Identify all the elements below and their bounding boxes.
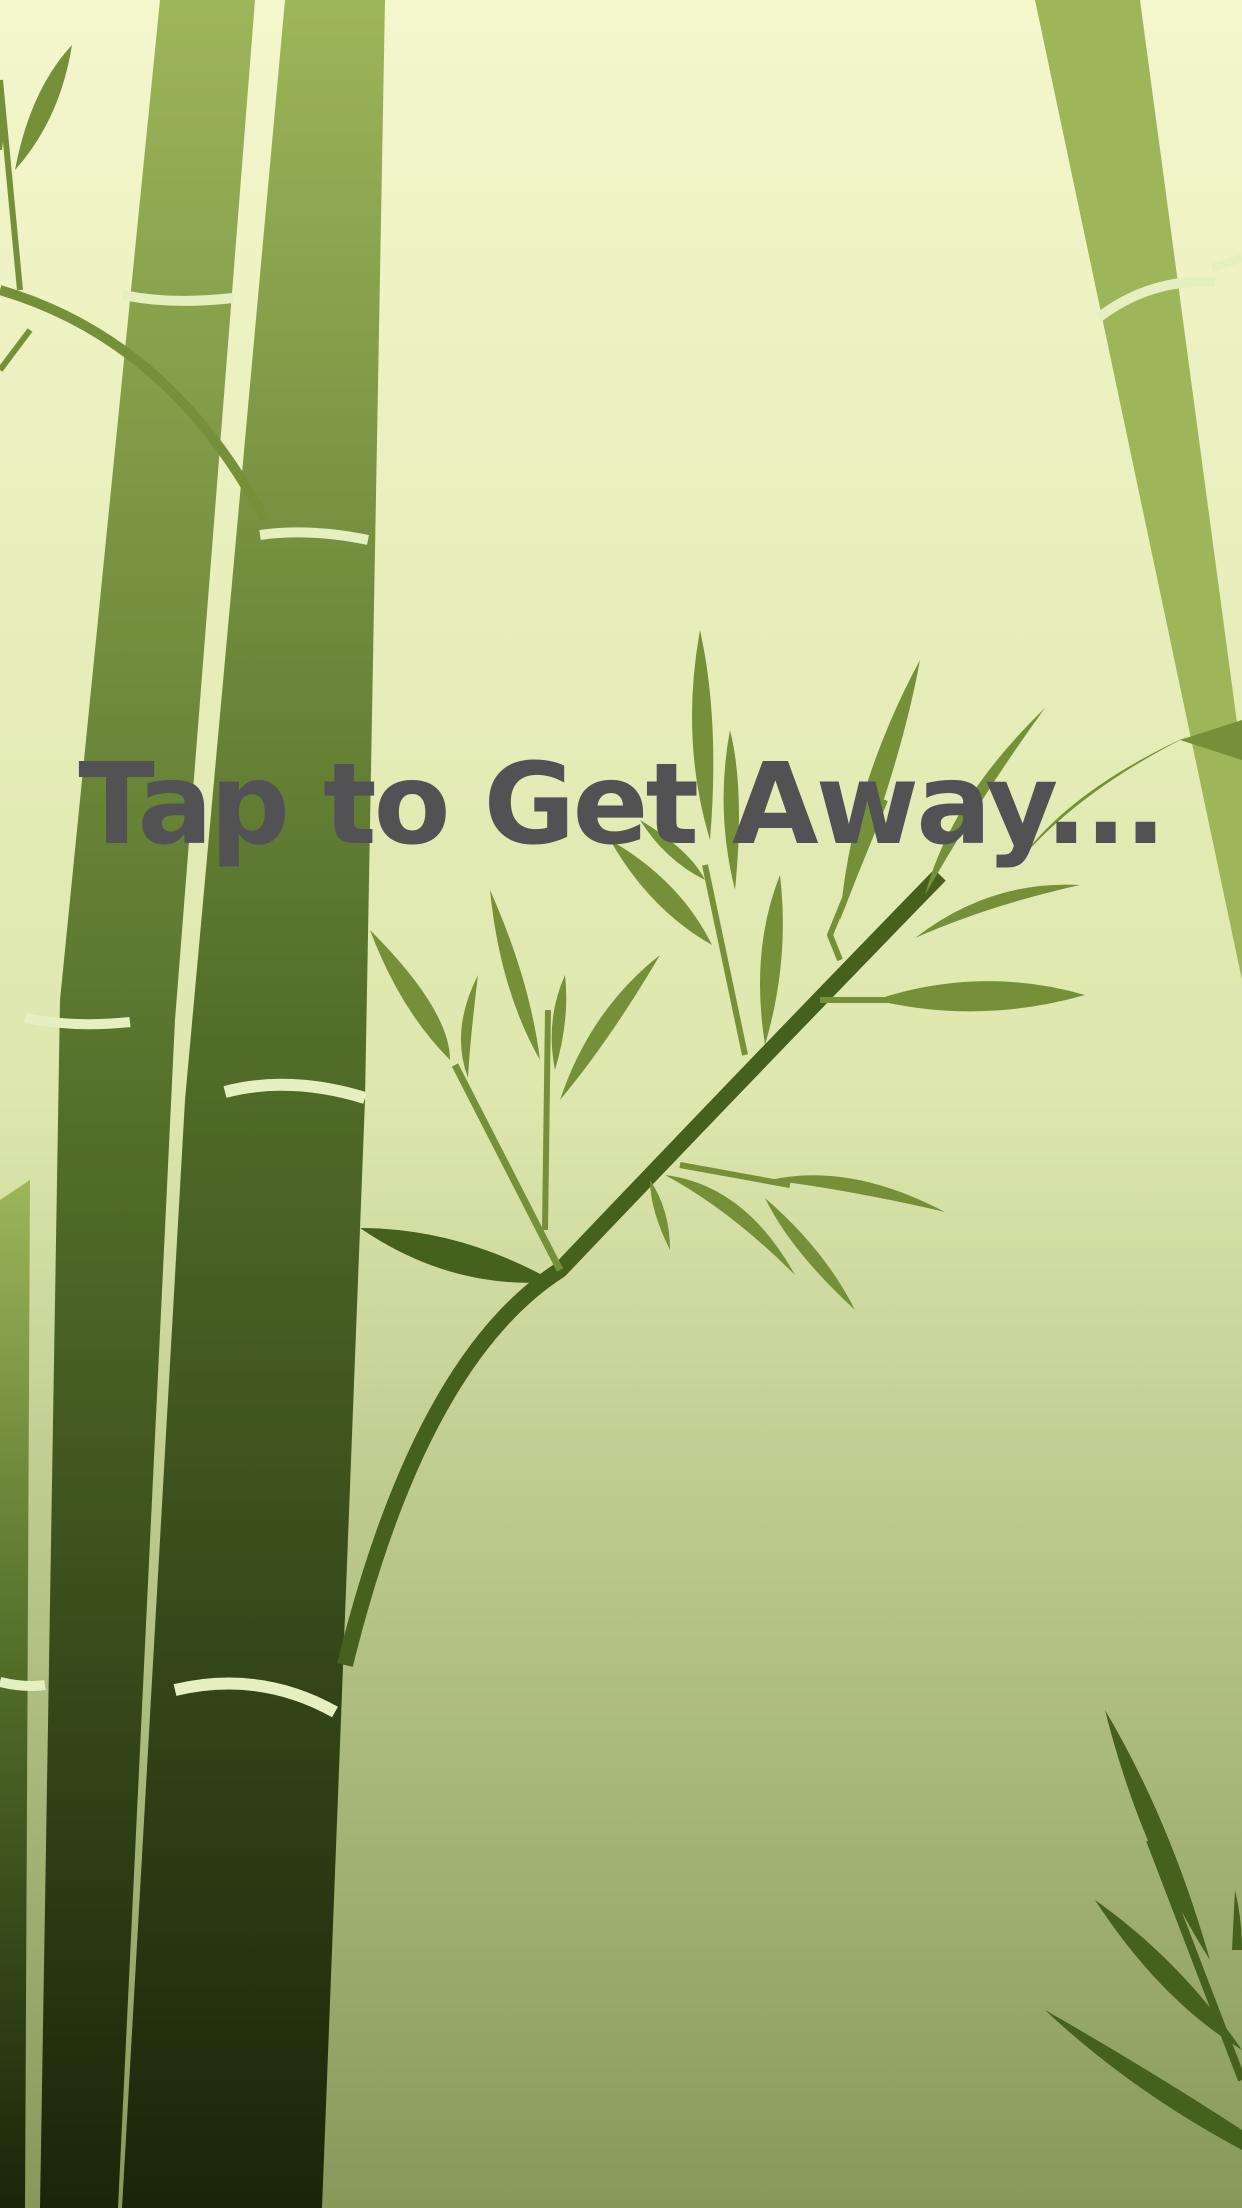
tap-to-get-away-prompt: Tap to Get Away...: [78, 740, 1164, 870]
bamboo-stalk-far-left: [0, 1180, 30, 2208]
